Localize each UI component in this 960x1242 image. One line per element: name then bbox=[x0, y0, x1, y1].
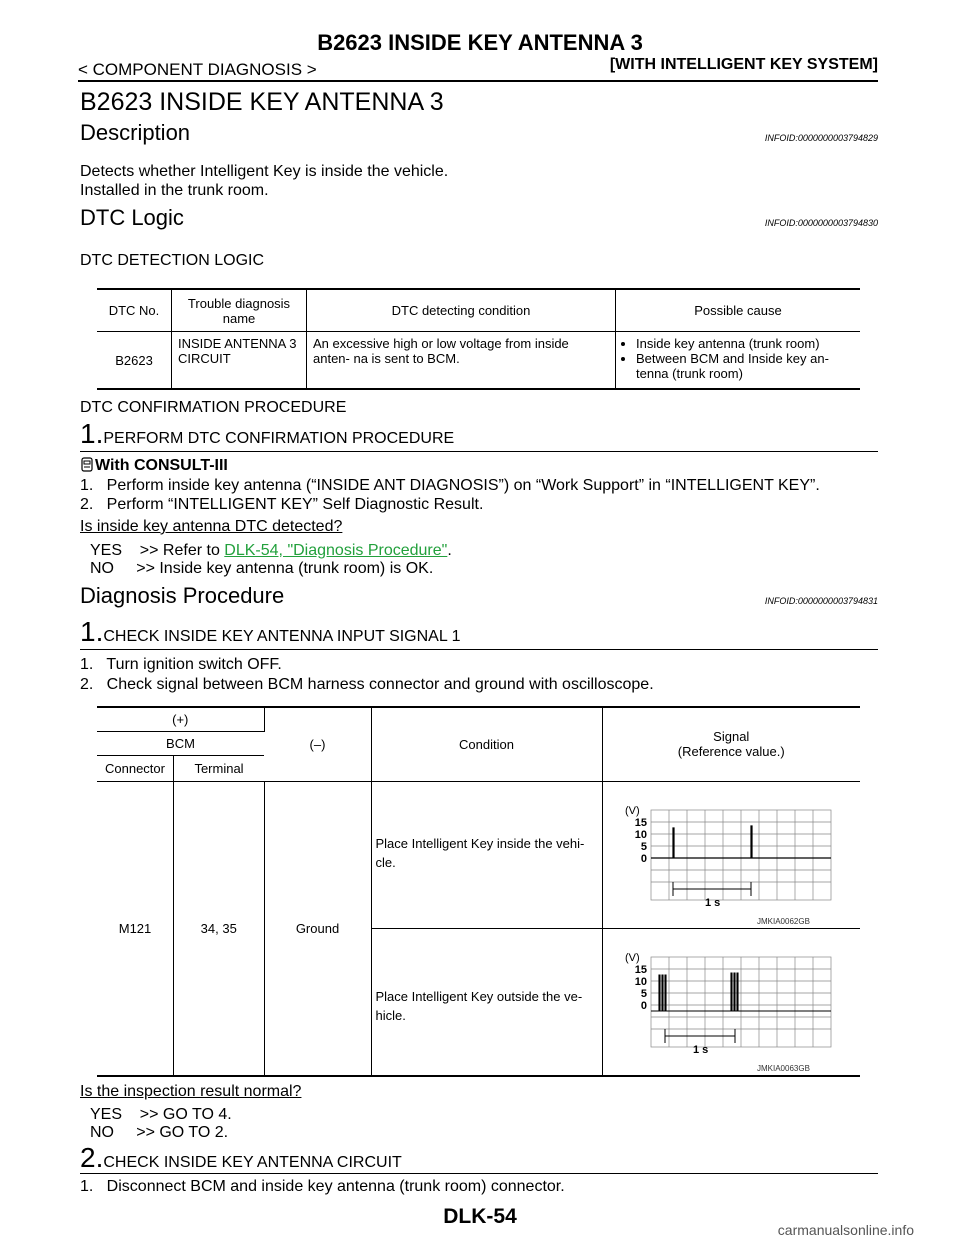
diag-item-1: 1. Turn ignition switch OFF. bbox=[80, 656, 282, 673]
signal-header bbox=[602, 707, 860, 781]
scope-tick-5: 5 bbox=[640, 840, 647, 853]
col-dtc-no: DTC No. bbox=[97, 289, 172, 332]
cell-terminal: 34, 35 bbox=[174, 781, 265, 1076]
signal-ref-label: (Reference value.) bbox=[677, 744, 785, 760]
dtc-detection-heading: DTC DETECTION LOGIC bbox=[80, 252, 265, 269]
table-header-row bbox=[97, 289, 860, 332]
diagnosis-info-id: INFOID:0000000003794831 bbox=[764, 596, 878, 606]
scope-tick-0: 0 bbox=[640, 852, 647, 865]
cell-connector: M121 bbox=[97, 781, 174, 1076]
cell-name: INSIDE ANTENNA 3 CIRCUIT bbox=[172, 332, 307, 390]
description-line-1: Detects whether Intelligent Key is inside the vehicle. bbox=[80, 163, 449, 180]
figure-caption: JMKIA0063GB bbox=[756, 1063, 810, 1073]
waveform-outside bbox=[602, 928, 860, 1076]
cell-condition: An excessive high or low voltage from inside anten- na is sent to BCM. bbox=[307, 332, 616, 390]
confirm-item-1: 1. Perform inside key antenna (“INSIDE ANT DIAGNOSIS”) on “Work Support” in “INTELLIGENT KEY”. bbox=[80, 477, 820, 494]
step-rule bbox=[80, 1173, 878, 1174]
diagnosis-heading: Diagnosis Procedure bbox=[80, 583, 285, 608]
confirmation-heading: DTC CONFIRMATION PROCEDURE bbox=[80, 399, 347, 416]
diag-question: Is the inspection result normal? bbox=[80, 1083, 302, 1100]
with-consult-label: With CONSULT-III bbox=[95, 457, 228, 474]
figure-caption: JMKIA0062GB bbox=[756, 916, 810, 926]
cause-item: • Between BCM and Inside key an- tenna (trunk room) bbox=[636, 351, 854, 381]
description-info-id: INFOID:0000000003794829 bbox=[764, 133, 878, 143]
confirm-question: Is inside key antenna DTC detected? bbox=[80, 518, 343, 535]
cell-minus: Ground bbox=[264, 781, 371, 1076]
step-text: PERFORM DTC CONFIRMATION PROCEDURE bbox=[103, 430, 455, 447]
yes-prefix: YES >> Refer to bbox=[90, 542, 225, 559]
signal-table bbox=[97, 706, 860, 1077]
system-label: [WITH INTELLIGENT KEY SYSTEM] bbox=[609, 56, 878, 73]
cell-condition-outside: Place Intelligent Key outside the ve- hicle. bbox=[371, 928, 602, 1076]
cell-causes bbox=[616, 332, 861, 390]
diag-yes: YES >> GO TO 4. bbox=[90, 1106, 232, 1123]
scope-time: 1 s bbox=[692, 1043, 708, 1056]
diag-step-1-title bbox=[80, 616, 461, 648]
connector-header: Connector bbox=[97, 755, 174, 781]
confirm-yes bbox=[90, 541, 452, 560]
oscilloscope-inside-graphic bbox=[607, 782, 847, 928]
oscilloscope-outside-graphic bbox=[607, 929, 847, 1075]
scope-unit: (V) bbox=[624, 804, 640, 817]
col-detecting-condition: DTC detecting condition bbox=[307, 289, 616, 332]
dtc-logic-info-id: INFOID:0000000003794830 bbox=[764, 218, 878, 228]
table-row bbox=[97, 332, 860, 390]
watermark: carmanualsonline.info bbox=[777, 1222, 914, 1238]
step-number: 1. bbox=[80, 616, 104, 647]
diagnosis-procedure-link[interactable]: DLK-54, "Diagnosis Procedure" bbox=[224, 542, 448, 559]
scope-unit: (V) bbox=[624, 951, 640, 964]
waveform-inside bbox=[602, 781, 860, 928]
step-rule bbox=[80, 451, 878, 452]
diag-step-2-title bbox=[80, 1142, 402, 1174]
step-rule bbox=[80, 649, 878, 650]
minus-header: (–) bbox=[264, 707, 371, 781]
scope-tick-15: 15 bbox=[634, 963, 647, 976]
step-number: 1. bbox=[80, 418, 104, 449]
plus-header: (+) bbox=[97, 707, 264, 731]
description-line-2: Installed in the trunk room. bbox=[80, 182, 269, 199]
scope-tick-10: 10 bbox=[634, 828, 647, 841]
section-label: < COMPONENT DIAGNOSIS > bbox=[78, 60, 317, 79]
step-text: CHECK INSIDE KEY ANTENNA INPUT SIGNAL 1 bbox=[103, 628, 461, 645]
condition-header: Condition bbox=[371, 707, 602, 781]
dtc-logic-heading: DTC Logic bbox=[80, 205, 184, 230]
description-heading: Description bbox=[80, 120, 191, 145]
confirm-item-2: 2. Perform “INTELLIGENT KEY” Self Diagnostic Result. bbox=[80, 496, 484, 513]
diag-step2-item-1: 1. Disconnect BCM and inside key antenna (trunk room) connector. bbox=[80, 1178, 565, 1195]
cell-dtc: B2623 bbox=[97, 332, 172, 390]
terminal-header: Terminal bbox=[174, 755, 265, 781]
page-title: B2623 INSIDE KEY ANTENNA 3 bbox=[80, 88, 444, 116]
step-number: 2. bbox=[80, 1142, 104, 1173]
running-title: B2623 INSIDE KEY ANTENNA 3 bbox=[317, 30, 643, 55]
scope-time: 1 s bbox=[704, 896, 720, 909]
consult-icon bbox=[80, 457, 95, 472]
col-possible-cause: Possible cause bbox=[616, 289, 861, 332]
bcm-header: BCM bbox=[97, 731, 264, 755]
scope-tick-10: 10 bbox=[634, 975, 647, 988]
col-trouble-name: Trouble diagnosis name bbox=[172, 289, 307, 332]
scope-tick-0: 0 bbox=[640, 999, 647, 1012]
header-rule bbox=[78, 80, 878, 82]
page-number: DLK-54 bbox=[443, 1205, 517, 1228]
scope-tick-15: 15 bbox=[634, 816, 647, 829]
scope-tick-5: 5 bbox=[640, 987, 647, 1000]
cause-item: • Inside key antenna (trunk room) bbox=[636, 336, 854, 351]
table-row bbox=[97, 781, 860, 928]
signal-label: Signal bbox=[713, 729, 750, 745]
with-consult bbox=[80, 456, 228, 475]
step-text: CHECK INSIDE KEY ANTENNA CIRCUIT bbox=[103, 1154, 402, 1171]
diag-item-2: 2. Check signal between BCM harness connector and ground with oscilloscope. bbox=[80, 676, 654, 693]
diag-no: NO >> GO TO 2. bbox=[90, 1124, 229, 1141]
yes-suffix: . bbox=[447, 542, 452, 559]
dtc-logic-table bbox=[97, 288, 860, 390]
confirm-no: NO >> Inside key antenna (trunk room) is OK. bbox=[90, 560, 434, 577]
cell-condition-inside: Place Intelligent Key inside the vehi- cle. bbox=[371, 781, 602, 928]
step-1-title bbox=[80, 418, 454, 450]
